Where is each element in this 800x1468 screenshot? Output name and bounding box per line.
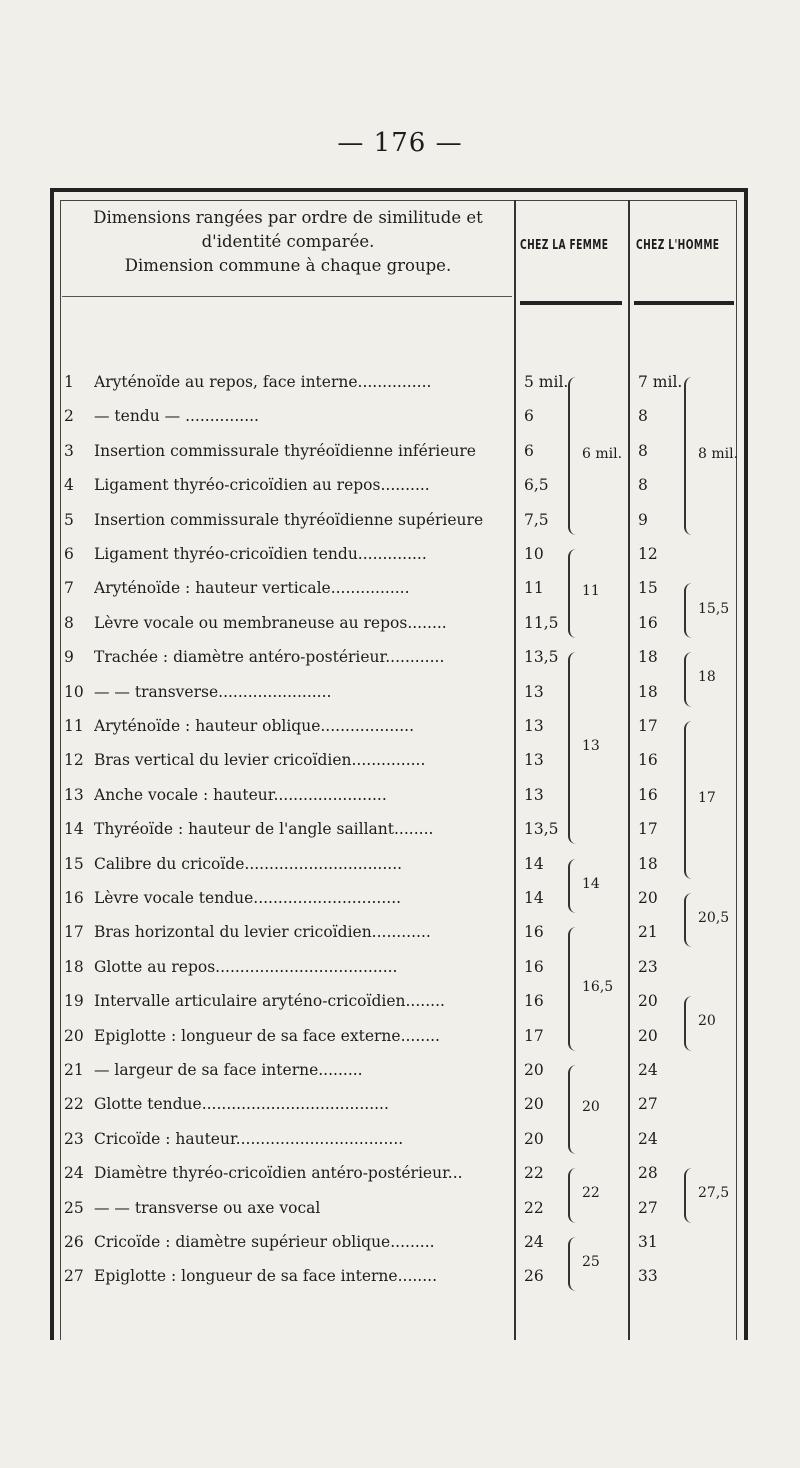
table-row: [0, 1164, 800, 1198]
header-rule-desc: [62, 296, 512, 297]
table-row: [0, 579, 800, 613]
row-label: Thyréoïde : hauteur de l'angle saillant........: [94, 820, 434, 839]
group-value-femme: 25: [582, 1254, 600, 1271]
group-brace: [684, 893, 696, 947]
table-row: [0, 1061, 800, 1095]
table-row: [0, 407, 800, 441]
value-femme: 14: [524, 854, 544, 873]
header-description: [62, 206, 514, 278]
table-row: [0, 476, 800, 510]
row-number: 20: [64, 1026, 84, 1045]
table-row: [0, 683, 800, 717]
value-homme: 17: [638, 717, 658, 735]
value-femme: 13: [524, 751, 544, 770]
row-number: 16: [64, 889, 84, 907]
row-number: 13: [64, 785, 84, 804]
table-row: [0, 717, 800, 751]
group-brace: [568, 1065, 580, 1154]
value-femme: 22: [524, 1198, 544, 1217]
table-row: [0, 1199, 800, 1233]
value-femme: 5 mil.: [524, 373, 569, 391]
row-number: 15: [64, 854, 84, 873]
group-brace: [684, 377, 696, 535]
row-label: Trachée : diamètre antéro-postérieur............: [94, 648, 445, 667]
row-label: — — transverse.......................: [94, 682, 332, 701]
group-brace: [568, 927, 580, 1050]
group-brace: [684, 583, 696, 637]
value-homme: 16: [638, 751, 658, 770]
value-femme: 20: [524, 1095, 544, 1114]
row-label: Ligament thyréo-cricoïdien au repos..........: [94, 476, 430, 495]
row-number: 17: [64, 923, 84, 942]
row-number: 12: [64, 751, 84, 770]
group-value-femme: 6 mil.: [582, 445, 623, 462]
table-row: [0, 545, 800, 579]
value-homme: 18: [638, 648, 658, 667]
row-number: 6: [64, 545, 74, 563]
row-number: 21: [64, 1061, 84, 1079]
value-femme: 24: [524, 1233, 544, 1251]
group-brace: [684, 1168, 696, 1222]
row-number: 7: [64, 579, 74, 598]
row-label: Lèvre vocale ou membraneuse au repos........: [94, 613, 447, 632]
value-homme: 24: [638, 1061, 658, 1079]
row-label: Bras vertical du levier cricoïdien...............: [94, 751, 426, 770]
column-header-femme: CHEZ LA FEMME: [520, 238, 609, 253]
table-row: [0, 820, 800, 854]
group-brace: [568, 652, 580, 844]
table-row: [0, 1233, 800, 1267]
row-label: Calibre du cricoïde................................: [94, 854, 403, 873]
row-label: Cricoïde : diamètre supérieur oblique.........: [94, 1233, 435, 1251]
row-number: 5: [64, 510, 74, 529]
group-brace: [684, 652, 696, 706]
column-header-homme: CHEZ L'HOMME: [636, 238, 720, 253]
value-homme: 18: [638, 854, 658, 873]
row-label: Insertion commissurale thyréoïdienne inférieure: [94, 441, 476, 460]
group-brace: [568, 859, 580, 913]
value-femme: 13: [524, 785, 544, 804]
group-brace: [568, 549, 580, 638]
value-homme: 12: [638, 545, 658, 563]
header-desc-line1: Dimensions rangées par ordre de similitude et: [93, 208, 483, 227]
table-row: [0, 648, 800, 682]
row-number: 11: [64, 717, 84, 735]
value-homme: 21: [638, 923, 658, 942]
group-value-femme: 22: [582, 1185, 600, 1202]
value-homme: 33: [638, 1267, 658, 1286]
row-number: 3: [64, 441, 74, 460]
table-row: [0, 1130, 800, 1164]
header-rule-femme: [520, 301, 622, 305]
value-femme: 17: [524, 1026, 544, 1045]
group-value-femme: 16,5: [582, 979, 614, 995]
table-row: [0, 1267, 800, 1301]
row-label: Aryténoïde au repos, face interne...............: [94, 373, 432, 391]
value-femme: 10: [524, 545, 544, 563]
group-value-homme: 18: [698, 669, 716, 686]
row-label: Epiglotte : longueur de sa face interne........: [94, 1267, 438, 1286]
table-row: [0, 855, 800, 889]
row-label: Epiglotte : longueur de sa face externe........: [94, 1026, 440, 1045]
group-brace: [568, 1237, 580, 1291]
value-femme: 14: [524, 889, 544, 907]
header-rule-homme: [634, 301, 734, 305]
value-homme: 9: [638, 510, 648, 529]
value-homme: 27: [638, 1095, 658, 1114]
group-value-femme: 11: [582, 583, 600, 600]
value-homme: 8: [638, 476, 648, 495]
value-femme: 13,5: [524, 648, 559, 667]
row-number: 2: [64, 407, 74, 426]
value-femme: 6: [524, 407, 534, 426]
table-row: [0, 1095, 800, 1129]
row-number: 8: [64, 613, 74, 632]
row-label: — tendu — ...............: [94, 407, 259, 426]
value-femme: 13: [524, 682, 544, 701]
value-homme: 16: [638, 785, 658, 804]
row-number: 26: [64, 1233, 84, 1251]
table-row: [0, 786, 800, 820]
row-label: — — transverse ou axe vocal: [94, 1198, 321, 1217]
row-label: Anche vocale : hauteur.......................: [94, 785, 387, 804]
group-value-homme: 20: [698, 1013, 716, 1030]
value-homme: 20: [638, 992, 658, 1011]
value-femme: 13: [524, 717, 544, 735]
value-femme: 22: [524, 1164, 544, 1183]
row-label: Insertion commissurale thyréoïdienne supérieure: [94, 510, 484, 529]
value-homme: 31: [638, 1233, 658, 1251]
row-label: Bras horizontal du levier cricoïdien............: [94, 923, 431, 942]
table-row: [0, 511, 800, 545]
row-label: Ligament thyréo-cricoïdien tendu..............: [94, 545, 427, 563]
group-value-homme: 17: [698, 789, 716, 806]
row-label: Intervalle articulaire aryténo-cricoïdien........: [94, 992, 445, 1011]
value-homme: 15: [638, 579, 658, 598]
table-row: [0, 442, 800, 476]
group-brace: [684, 996, 696, 1050]
value-femme: 6: [524, 441, 534, 460]
group-brace: [568, 377, 580, 535]
value-homme: 23: [638, 957, 658, 976]
row-number: 14: [64, 820, 84, 839]
row-number: 18: [64, 957, 84, 976]
value-homme: 24: [638, 1129, 658, 1148]
table-row: [0, 614, 800, 648]
value-femme: 26: [524, 1267, 544, 1286]
table-row: [0, 923, 800, 957]
value-femme: 20: [524, 1061, 544, 1079]
group-value-homme: 20,5: [698, 910, 730, 927]
table-inner-top-rule: [60, 200, 737, 201]
value-homme: 27: [638, 1198, 658, 1217]
value-femme: 16: [524, 923, 544, 942]
group-value-femme: 20: [582, 1099, 600, 1116]
value-homme: 17: [638, 820, 658, 839]
table-row: [0, 992, 800, 1026]
value-homme: 28: [638, 1164, 658, 1183]
row-number: 22: [64, 1095, 84, 1114]
row-number: 9: [64, 648, 74, 667]
value-homme: 18: [638, 682, 658, 701]
row-number: 23: [64, 1129, 84, 1148]
row-label: Aryténoïde : hauteur verticale................: [94, 579, 410, 598]
value-femme: 6,5: [524, 476, 549, 495]
value-homme: 16: [638, 613, 658, 632]
value-homme: 7 mil.: [638, 373, 683, 391]
row-number: 1: [64, 373, 74, 391]
value-femme: 11: [524, 579, 544, 598]
row-number: 19: [64, 992, 84, 1011]
value-femme: 7,5: [524, 510, 549, 529]
group-value-homme: 27,5: [698, 1185, 730, 1202]
group-value-homme: 8 mil.: [698, 445, 739, 462]
value-femme: 13,5: [524, 820, 559, 839]
row-number: 24: [64, 1164, 84, 1183]
page-number: — 176 —: [337, 128, 463, 158]
value-femme: 16: [524, 992, 544, 1011]
header-desc-line3: Dimension commune à chaque groupe.: [124, 256, 452, 275]
row-label: Cricoïde : hauteur..................................: [94, 1129, 404, 1148]
group-value-femme: 14: [582, 875, 600, 892]
row-label: Aryténoïde : hauteur oblique...................: [94, 717, 414, 735]
value-homme: 20: [638, 1026, 658, 1045]
value-homme: 8: [638, 441, 648, 460]
row-label: Glotte au repos.....................................: [94, 957, 398, 976]
row-number: 27: [64, 1267, 84, 1286]
group-brace: [684, 721, 696, 879]
table-row: [0, 373, 800, 407]
value-homme: 8: [638, 407, 648, 426]
row-label: — largeur de sa face interne.........: [94, 1061, 363, 1079]
row-number: 10: [64, 682, 84, 701]
row-number: 4: [64, 476, 74, 495]
table-row: [0, 751, 800, 785]
table-row: [0, 958, 800, 992]
table-row: [0, 889, 800, 923]
row-label: Lèvre vocale tendue..............................: [94, 889, 402, 907]
group-value-homme: 15,5: [698, 600, 730, 617]
header-desc-line2: d'identité comparée.: [201, 232, 375, 251]
value-femme: 20: [524, 1129, 544, 1148]
row-number: 25: [64, 1198, 84, 1217]
value-femme: 16: [524, 957, 544, 976]
value-homme: 20: [638, 889, 658, 907]
row-label: Diamètre thyréo-cricoïdien antéro-postérieur...: [94, 1164, 463, 1183]
group-brace: [568, 1168, 580, 1222]
table-row: [0, 1027, 800, 1061]
group-value-femme: 13: [582, 738, 600, 755]
row-label: Glotte tendue......................................: [94, 1095, 389, 1114]
value-femme: 11,5: [524, 613, 559, 632]
